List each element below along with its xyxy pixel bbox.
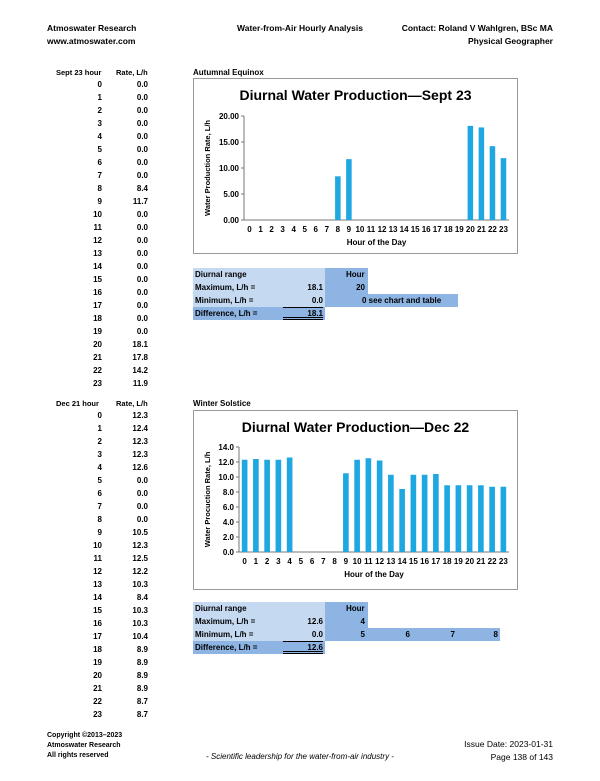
bar <box>287 458 293 553</box>
table-hour-cell: 10 <box>93 541 102 550</box>
table-rate-cell: 12.6 <box>132 463 148 472</box>
x-tick-label: 0 <box>247 225 252 234</box>
table-hour-cell: 14 <box>93 593 102 602</box>
table-hour-cell: 13 <box>93 249 102 258</box>
range-title: Diurnal range <box>195 604 247 613</box>
table-hour-cell: 23 <box>93 710 102 719</box>
bar <box>399 489 405 552</box>
x-tick-label: 19 <box>454 225 464 234</box>
x-tick-label: 10 <box>352 557 362 566</box>
footer-tagline: - Scientific leadership for the water-from-air industry - <box>206 752 394 761</box>
table-rate-cell: 10.4 <box>132 632 148 641</box>
bar <box>501 487 507 552</box>
table-rate-cell: 12.5 <box>132 554 148 563</box>
x-tick-label: 4 <box>287 557 292 566</box>
y-tick-label: 20.00 <box>218 112 239 121</box>
table-hour-cell: 2 <box>97 106 102 115</box>
section-label: Autumnal Equinox <box>193 68 264 77</box>
x-tick-label: 6 <box>313 225 318 234</box>
table-hour-cell: 3 <box>97 450 102 459</box>
table-hour-cell: 15 <box>93 606 102 615</box>
diff-value: 12.6 <box>283 641 323 654</box>
y-tick-label: 0.0 <box>222 548 234 557</box>
x-tick-label: 3 <box>276 557 281 566</box>
table-hour-cell: 1 <box>97 424 102 433</box>
table-hour-cell: 8 <box>97 184 102 193</box>
y-tick-label: 0.00 <box>223 216 239 225</box>
table-hour-cell: 12 <box>93 567 102 576</box>
x-tick-label: 0 <box>242 557 247 566</box>
table-rate-cell: 17.8 <box>132 353 148 362</box>
min-hour: 7 <box>450 630 455 639</box>
max-label: Maximum, L/h = <box>195 283 256 292</box>
table-rate-cell: 0.0 <box>136 502 148 511</box>
diff-label: Difference, L/h = <box>195 643 258 652</box>
x-tick-label: 9 <box>346 225 352 234</box>
x-axis-label: Hour of the Day <box>344 570 404 579</box>
table-hour-cell: 16 <box>93 288 102 297</box>
y-tick-label: 10.0 <box>218 473 234 482</box>
max-label: Maximum, L/h = <box>195 617 256 626</box>
table-hour-cell: 0 <box>97 80 102 89</box>
min-hour: 8 <box>493 630 498 639</box>
table-rate-cell: 11.9 <box>132 379 148 388</box>
bar <box>467 485 473 552</box>
table-hour-cell: 7 <box>97 171 102 180</box>
bar <box>422 475 428 552</box>
table-hour-cell: 19 <box>93 327 102 336</box>
x-tick-label: 18 <box>442 557 452 566</box>
table-hour-cell: 10 <box>93 210 102 219</box>
table-rate-header: Rate, L/h <box>116 399 148 408</box>
x-tick-label: 9 <box>343 557 349 566</box>
min-hour: 5 <box>360 630 365 639</box>
x-tick-label: 7 <box>324 225 330 234</box>
table-rate-cell: 0.0 <box>136 93 148 102</box>
table-rate-header: Rate, L/h <box>116 68 148 77</box>
table-hour-cell: 8 <box>97 515 102 524</box>
x-tick-label: 3 <box>280 225 285 234</box>
table-rate-cell: 8.7 <box>136 697 148 706</box>
table-rate-cell: 10.3 <box>132 580 148 589</box>
table-hour-cell: 12 <box>93 236 102 245</box>
footer-page-number: Page 138 of 143 <box>490 752 553 762</box>
max-value: 12.6 <box>307 617 323 626</box>
y-tick-label: 5.00 <box>223 190 239 199</box>
table-hour-cell: 14 <box>93 262 102 271</box>
bar <box>377 461 383 553</box>
max-hour: 4 <box>360 617 365 626</box>
table-hour-cell: 13 <box>93 580 102 589</box>
table-rate-cell: 12.3 <box>132 437 148 446</box>
table-hour-cell: 21 <box>93 684 102 693</box>
table-hour-header: Dec 21 hour <box>56 399 99 408</box>
range-hour-header: Hour <box>346 604 365 613</box>
chart-title: Diurnal Water Production—Dec 22 <box>241 419 470 435</box>
table-hour-cell: 6 <box>97 158 102 167</box>
table-rate-cell: 0.0 <box>136 476 148 485</box>
table-hour-cell: 17 <box>93 632 102 641</box>
x-tick-label: 20 <box>465 557 475 566</box>
footer-issue-date: Issue Date: 2023-01-31 <box>464 739 553 749</box>
max-hour: 20 <box>356 283 365 292</box>
section-label: Winter Solstice <box>193 399 251 408</box>
bar <box>478 485 484 552</box>
table-rate-cell: 0.0 <box>136 249 148 258</box>
y-tick-label: 8.0 <box>222 488 234 497</box>
table-rate-cell: 0.0 <box>136 80 148 89</box>
table-hour-cell: 0 <box>97 411 102 420</box>
x-tick-label: 2 <box>264 557 270 566</box>
y-tick-label: 2.0 <box>222 533 234 542</box>
x-tick-label: 16 <box>420 557 430 566</box>
table-rate-cell: 8.9 <box>136 658 148 667</box>
table-hour-cell: 6 <box>97 489 102 498</box>
table-hour-cell: 11 <box>93 554 102 563</box>
bar <box>468 126 474 220</box>
bar <box>276 460 282 552</box>
table-rate-cell: 0.0 <box>136 223 148 232</box>
x-tick-label: 7 <box>321 557 326 566</box>
table-hour-cell: 2 <box>97 437 102 446</box>
x-tick-label: 23 <box>498 557 508 566</box>
min-hour: 6 <box>405 630 410 639</box>
table-hour-cell: 5 <box>97 145 102 154</box>
min-label: Minimum, L/h = <box>195 296 254 305</box>
chart-dec <box>193 410 518 590</box>
table-rate-cell: 0.0 <box>136 327 148 336</box>
chart-title: Diurnal Water Production—Sept 23 <box>239 87 472 103</box>
x-tick-label: 19 <box>453 557 463 566</box>
table-hour-cell: 11 <box>93 223 102 232</box>
chart-plot <box>194 79 517 253</box>
x-tick-label: 1 <box>253 557 259 566</box>
bar <box>456 485 462 552</box>
bar <box>335 176 341 220</box>
bar <box>366 458 372 552</box>
bar <box>253 459 259 552</box>
x-tick-label: 20 <box>465 225 475 234</box>
table-hour-cell: 4 <box>97 463 102 472</box>
diff-label: Difference, L/h = <box>195 309 258 318</box>
table-rate-cell: 0.0 <box>136 158 148 167</box>
y-tick-label: 15.00 <box>218 138 239 147</box>
table-hour-cell: 19 <box>93 658 102 667</box>
y-axis-label: Water Production Rate, L/h <box>203 120 212 216</box>
x-tick-label: 4 <box>291 225 296 234</box>
table-rate-cell: 10.3 <box>132 606 148 615</box>
table-hour-cell: 7 <box>97 502 102 511</box>
bar <box>433 474 439 552</box>
x-tick-label: 21 <box>476 225 486 234</box>
table-hour-cell: 4 <box>97 132 102 141</box>
table-rate-cell: 8.9 <box>136 684 148 693</box>
range-hour-header: Hour <box>346 270 365 279</box>
x-tick-label: 8 <box>332 557 337 566</box>
website: www.atmoswater.com <box>47 36 136 46</box>
table-hour-cell: 15 <box>93 275 102 284</box>
table-rate-cell: 8.4 <box>136 184 148 193</box>
table-hour-cell: 18 <box>93 645 102 654</box>
bar <box>444 485 450 552</box>
x-tick-label: 13 <box>386 557 396 566</box>
table-rate-cell: 12.4 <box>132 424 148 433</box>
contact: Contact: Roland V Wahlgren, BSc MA <box>401 23 553 33</box>
table-hour-cell: 18 <box>93 314 102 323</box>
table-rate-cell: 8.4 <box>136 593 148 602</box>
table-rate-cell: 18.1 <box>132 340 148 349</box>
table-rate-cell: 12.3 <box>132 450 148 459</box>
table-rate-cell: 0.0 <box>136 236 148 245</box>
table-rate-cell: 8.9 <box>136 671 148 680</box>
table-rate-cell: 0.0 <box>136 171 148 180</box>
y-tick-label: 4.0 <box>222 518 234 527</box>
table-rate-cell: 0.0 <box>136 145 148 154</box>
page-title: Water-from-Air Hourly Analysis <box>237 23 363 33</box>
x-tick-label: 23 <box>499 225 508 234</box>
bar <box>388 475 394 552</box>
x-tick-label: 11 <box>366 225 376 234</box>
table-rate-cell: 14.2 <box>132 366 148 375</box>
y-axis-label: Water Procuction Rate, L/h <box>203 451 212 548</box>
contact-role: Physical Geographer <box>467 36 553 46</box>
chart-sept <box>193 78 518 254</box>
x-tick-label: 15 <box>408 557 418 566</box>
min-value: 0.0 <box>311 630 323 639</box>
diff-value: 18.1 <box>283 307 323 320</box>
bar <box>411 475 417 552</box>
table-rate-cell: 0.0 <box>136 132 148 141</box>
table-hour-cell: 22 <box>93 366 102 375</box>
min-label: Minimum, L/h = <box>195 630 254 639</box>
bar <box>490 146 496 220</box>
x-tick-label: 17 <box>431 557 441 566</box>
org-name: Atmoswater Research <box>47 23 137 33</box>
bar <box>501 158 507 220</box>
table-rate-cell: 12.2 <box>132 567 148 576</box>
x-tick-label: 2 <box>269 225 274 234</box>
x-tick-label: 14 <box>399 225 409 234</box>
x-tick-label: 12 <box>375 557 385 566</box>
bar <box>479 127 485 220</box>
bar <box>354 460 360 552</box>
x-tick-label: 14 <box>397 557 407 566</box>
x-tick-label: 21 <box>476 557 486 566</box>
table-hour-cell: 16 <box>93 619 102 628</box>
y-tick-label: 10.00 <box>218 164 239 173</box>
table-rate-cell: 0.0 <box>136 106 148 115</box>
table-rate-cell: 11.7 <box>132 197 148 206</box>
x-tick-label: 1 <box>258 225 263 234</box>
y-tick-label: 12.0 <box>218 458 234 467</box>
table-rate-cell: 8.7 <box>136 710 148 719</box>
min-value: 0.0 <box>311 296 323 305</box>
x-tick-label: 13 <box>388 225 398 234</box>
table-hour-cell: 3 <box>97 119 102 128</box>
table-hour-cell: 5 <box>97 476 102 485</box>
table-hour-cell: 23 <box>93 379 102 388</box>
bar <box>489 487 495 552</box>
footer-org: Atmoswater Research <box>47 742 121 749</box>
bar <box>343 473 349 552</box>
table-rate-cell: 0.0 <box>136 262 148 271</box>
x-tick-label: 22 <box>487 557 497 566</box>
table-rate-cell: 0.0 <box>136 210 148 219</box>
table-rate-cell: 8.9 <box>136 645 148 654</box>
table-hour-cell: 20 <box>93 671 102 680</box>
table-rate-cell: 12.3 <box>132 411 148 420</box>
table-rate-cell: 0.0 <box>136 288 148 297</box>
x-tick-label: 6 <box>309 557 315 566</box>
table-hour-cell: 20 <box>93 340 102 349</box>
table-rate-cell: 0.0 <box>136 314 148 323</box>
x-tick-label: 15 <box>410 225 420 234</box>
x-tick-label: 10 <box>355 225 365 234</box>
min-note: 0 see chart and table <box>362 296 442 305</box>
x-tick-label: 11 <box>364 557 373 566</box>
table-rate-cell: 10.3 <box>132 619 148 628</box>
x-tick-label: 5 <box>298 557 304 566</box>
chart-plot <box>194 411 517 589</box>
x-tick-label: 16 <box>421 225 431 234</box>
x-axis-label: Hour of the Day <box>346 238 407 247</box>
x-tick-label: 17 <box>432 225 442 234</box>
table-hour-cell: 9 <box>97 528 102 537</box>
bar <box>264 460 270 552</box>
bar <box>242 460 248 552</box>
table-rate-cell: 0.0 <box>136 489 148 498</box>
table-hour-header: Sept 23 hour <box>56 68 102 77</box>
footer-rights: All rights reserved <box>47 752 109 759</box>
table-hour-cell: 21 <box>93 353 102 362</box>
table-rate-cell: 0.0 <box>136 515 148 524</box>
table-hour-cell: 1 <box>97 93 102 102</box>
y-tick-label: 14.0 <box>218 443 234 452</box>
table-hour-cell: 17 <box>93 301 102 310</box>
x-tick-label: 12 <box>377 225 387 234</box>
footer-copyright: Copyright ©2013–2023 <box>47 732 123 739</box>
x-tick-label: 8 <box>335 225 341 234</box>
table-rate-cell: 0.0 <box>136 275 148 284</box>
bar <box>346 159 352 220</box>
table-hour-cell: 9 <box>97 197 102 206</box>
table-rate-cell: 0.0 <box>136 301 148 310</box>
x-tick-label: 18 <box>443 225 453 234</box>
max-value: 18.1 <box>307 283 323 292</box>
table-rate-cell: 10.5 <box>132 528 148 537</box>
x-tick-label: 22 <box>487 225 497 234</box>
y-tick-label: 6.0 <box>222 503 234 512</box>
x-tick-label: 5 <box>302 225 307 234</box>
range-title: Diurnal range <box>195 270 247 279</box>
table-hour-cell: 22 <box>93 697 102 706</box>
table-rate-cell: 12.3 <box>132 541 148 550</box>
table-rate-cell: 0.0 <box>136 119 148 128</box>
